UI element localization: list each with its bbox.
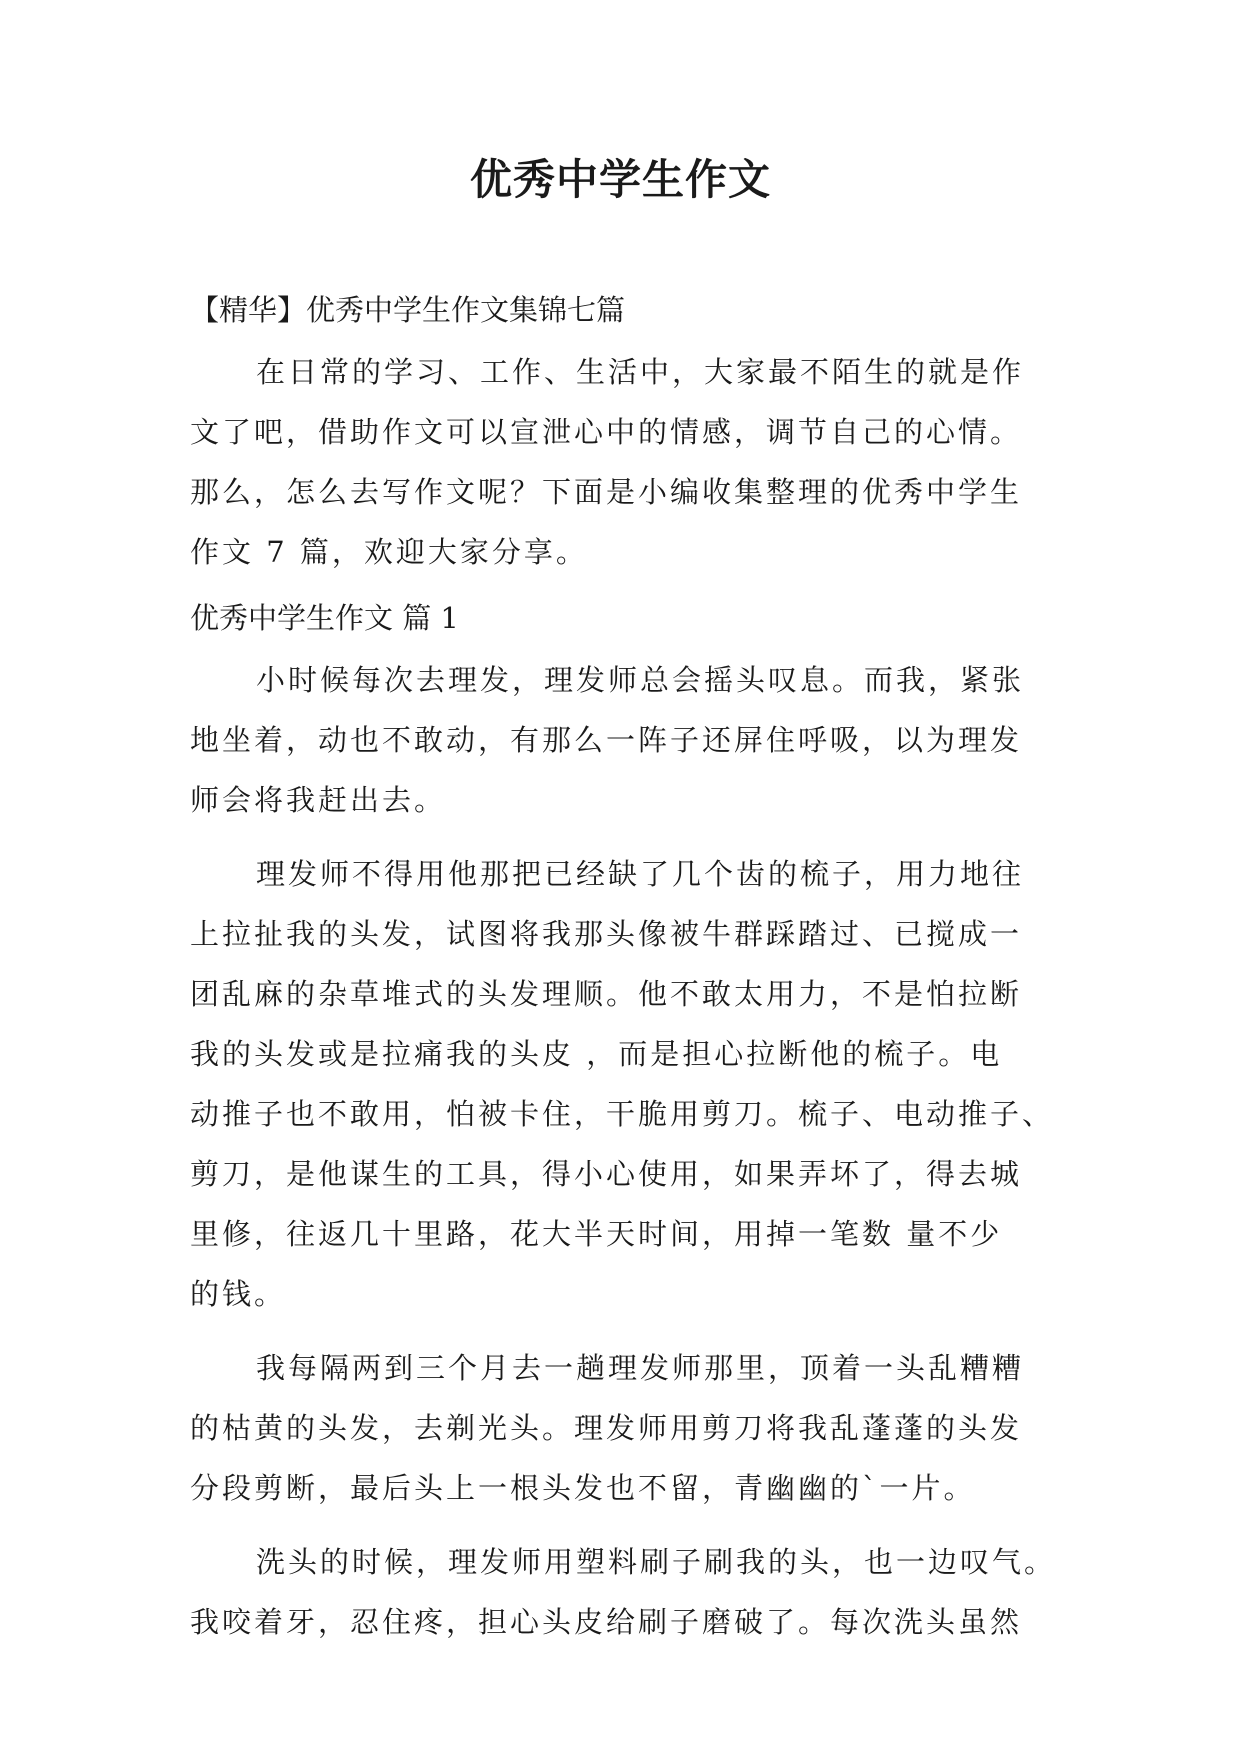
text-line: 我每隔两到三个月去一趟理发师那里，顶着一头乱糟糟: [256, 1351, 1025, 1385]
text-line: 理发师不得用他那把已经缺了几个齿的梳子，用力地往: [256, 857, 1025, 891]
document-body: [190, 288, 1070, 1666]
text-line: 师会将我赶出去。: [190, 783, 447, 817]
text-line: 地坐着，动也不敢动，有那么一阵子还屏住呼吸，以为理发: [190, 723, 1023, 757]
intro-paragraph: [190, 342, 1070, 582]
text-line: 小时候每次去理发，理发师总会摇头叹息。而我，紧张: [256, 663, 1025, 697]
document-subtitle: 【精华】优秀中学生作文集锦七篇: [190, 293, 626, 327]
text-line: 文了吧，借助作文可以宣泄心中的情感，调节自己的心情。: [190, 415, 1023, 449]
text-line: 里修，往返几十里路，花大半天时间，用掉一笔数 量不少: [190, 1217, 1003, 1251]
text-line: 的钱。: [190, 1277, 287, 1311]
text-line: 团乱麻的杂草堆式的头发理顺。他不敢太用力，不是怕拉断: [190, 977, 1023, 1011]
text-line: 我的头发或是拉痛我的头皮 ，而是担心拉断他的梳子。电: [190, 1037, 1003, 1071]
essay-paragraph-1: [190, 650, 1070, 830]
essay-paragraph-4: [190, 1532, 1070, 1652]
text-line: 在日常的学习、工作、生活中，大家最不陌生的就是作: [256, 355, 1025, 389]
text-line: 我咬着牙，忍住疼，担心头皮给刷子磨破了。每次洗头虽然: [190, 1605, 1023, 1639]
essay-paragraph-2: [190, 844, 1070, 1324]
text-line: 剪刀，是他谋生的工具，得小心使用，如果弄坏了，得去城: [190, 1157, 1023, 1191]
text-line: 的枯黄的头发，去剃光头。理发师用剪刀将我乱蓬蓬的头发: [190, 1411, 1023, 1445]
section-heading: 优秀中学生作文 篇 1: [190, 601, 459, 635]
text-line: 分段剪断，最后头上一根头发也不留，青幽幽的`一片。: [190, 1471, 976, 1505]
text-line: 作文 7 篇，欢迎大家分享。: [190, 535, 588, 569]
text-line: 动推子也不敢用，怕被卡住，干脆用剪刀。梳子、电动推子、: [190, 1097, 1055, 1131]
document-title: 优秀中学生作文: [469, 155, 771, 204]
text-line: 那么，怎么去写作文呢？下面是小编收集整理的优秀中学生: [190, 475, 1023, 509]
text-line: 洗头的时候，理发师用塑料刷子刷我的头，也一边叹气。: [256, 1545, 1057, 1579]
text-line: 上拉扯我的头发，试图将我那头像被牛群踩踏过、已搅成一: [190, 917, 1023, 951]
essay-paragraph-3: [190, 1338, 1070, 1518]
